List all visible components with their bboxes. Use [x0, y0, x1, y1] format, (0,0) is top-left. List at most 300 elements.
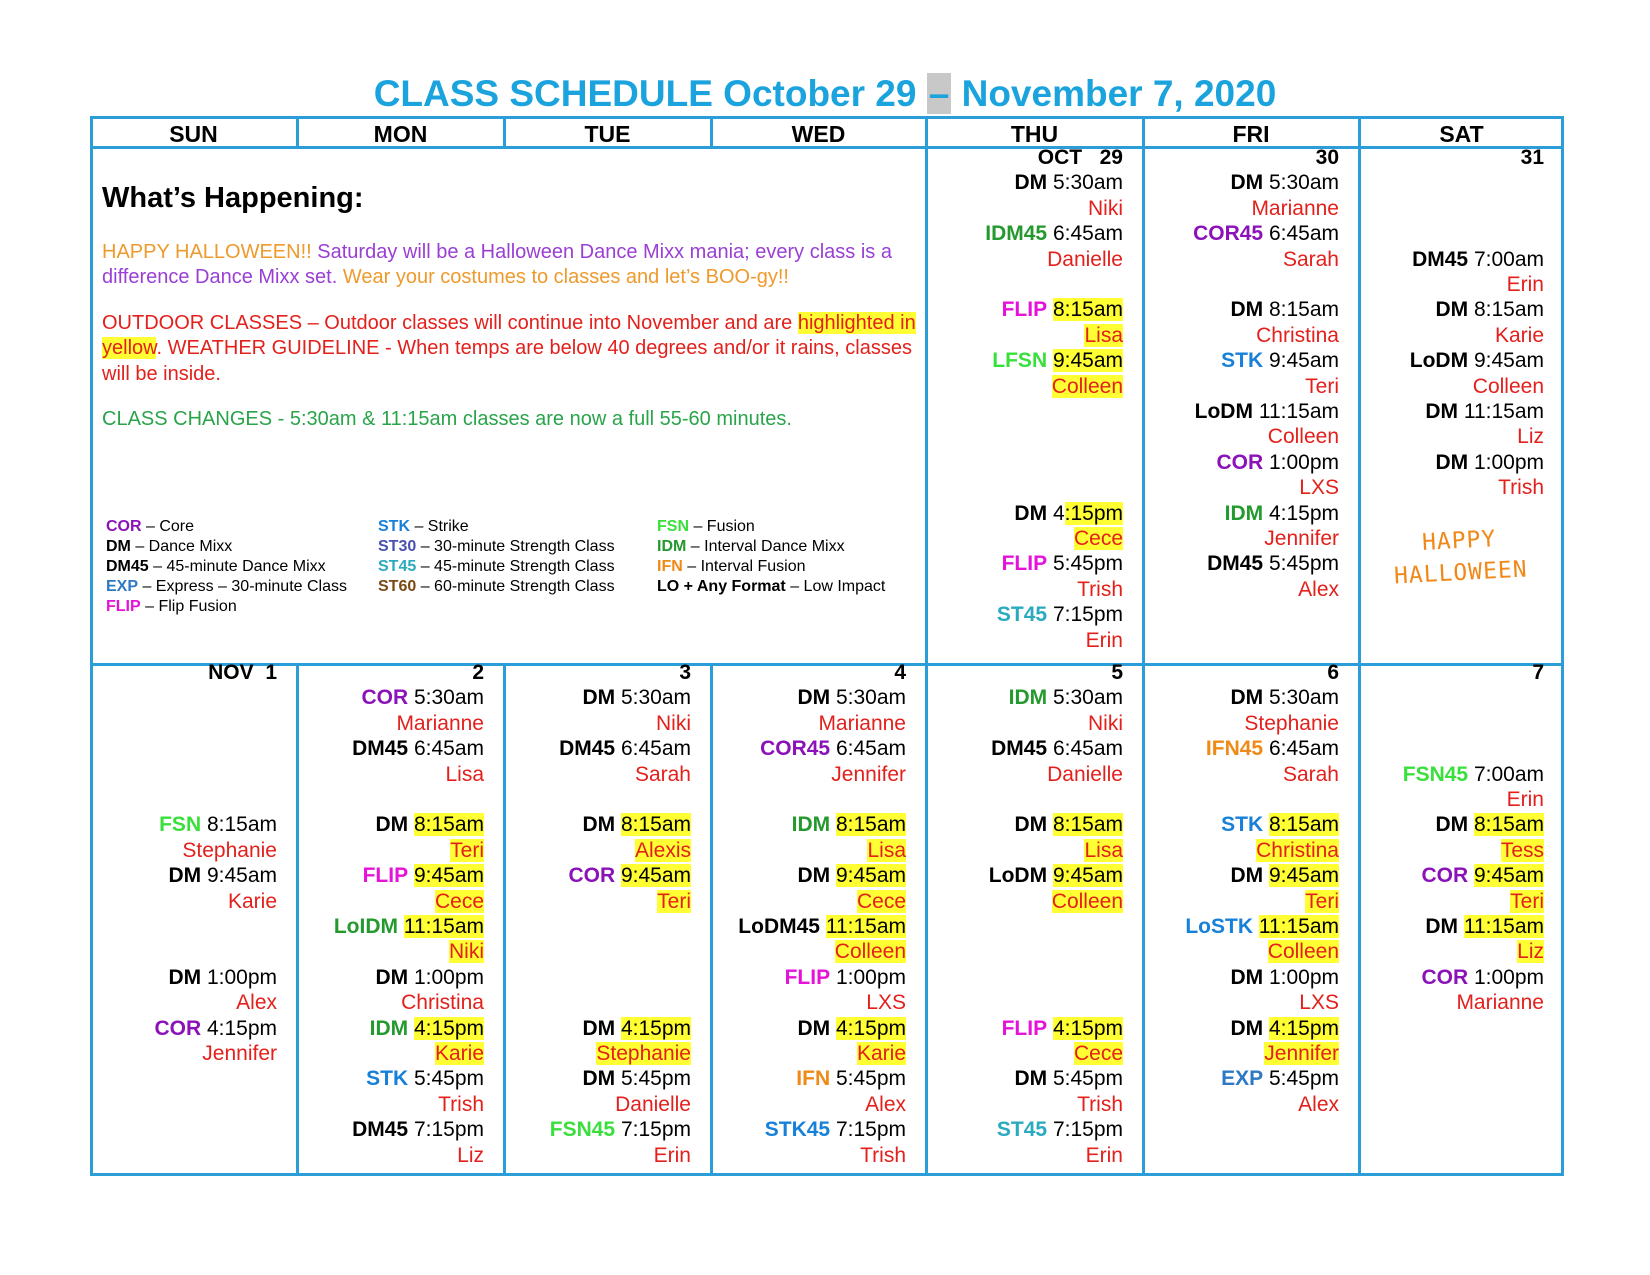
instructor-name: LXS: [1299, 991, 1339, 1015]
day-cell-wed: [719, 660, 906, 1168]
instructor-row: [305, 711, 484, 736]
instructor-row: [719, 1092, 906, 1117]
class-code: DM: [1230, 171, 1264, 195]
instructor-row: [1367, 272, 1544, 297]
class-code: DM: [582, 813, 616, 837]
spacer: [98, 914, 277, 939]
week2-column-divider: [710, 663, 713, 1176]
class-entry: [305, 863, 484, 888]
spacer: [98, 939, 277, 964]
date-label: 7: [1532, 661, 1544, 684]
class-time: :15pm: [1064, 501, 1123, 525]
class-entry: [305, 685, 484, 710]
date-label: 2: [472, 661, 484, 684]
spacer: [934, 399, 1123, 424]
class-code: DM: [582, 1016, 616, 1040]
date-label: 5: [1111, 661, 1123, 684]
legend-code: DM45: [106, 558, 149, 575]
instructor-name: Christina: [1256, 323, 1339, 347]
legend-item: [378, 517, 615, 537]
instructor-row: [719, 762, 906, 787]
outdoor-note-a: OUTDOOR CLASSES – Outdoor classes will continue into November and are: [102, 311, 798, 334]
class-time: 11:15am: [825, 915, 906, 939]
day-header-sun: SUN: [169, 121, 218, 147]
instructor-name: Teri: [657, 889, 691, 913]
instructor-row: [512, 1143, 691, 1168]
class-time: 4:15pm: [835, 1016, 906, 1040]
class-time: 5:30am: [1052, 171, 1123, 195]
class-time: 1:00pm: [206, 965, 277, 989]
legend-code: ST45: [378, 558, 417, 575]
class-time: 4:15pm: [206, 1016, 277, 1040]
spacer: [1151, 272, 1339, 297]
class-code: COR: [1421, 864, 1469, 888]
legend-desc: – Low Impact: [785, 578, 886, 595]
instructor-name: Niki: [1088, 711, 1123, 735]
class-time: 5:30am: [1052, 686, 1123, 710]
class-time: 1:00pm: [835, 965, 906, 989]
class-time: 6:45am: [413, 737, 484, 761]
class-code: DM: [1230, 298, 1264, 322]
week2-column-divider: [503, 663, 506, 1176]
spacer: [512, 939, 691, 964]
class-time: 9:45am: [1473, 349, 1544, 373]
instructor-row: [1151, 889, 1339, 914]
halloween-note-b: Saturday will be a Halloween Dance Mixx mania; every class is a difference Dance Mixx set.: [102, 241, 892, 289]
class-time: 4:15pm: [1268, 501, 1339, 525]
instructor-row: [98, 1041, 277, 1066]
class-entry: [934, 551, 1123, 576]
instructor-row: [512, 762, 691, 787]
legend-desc: – 60-minute Strength Class: [416, 578, 615, 595]
spacer: [98, 711, 277, 736]
spacer: [719, 787, 906, 812]
class-code: COR: [1216, 450, 1264, 474]
instructor-name: Liz: [1517, 940, 1544, 964]
instructor-name: Jennifer: [1264, 527, 1339, 551]
class-entry: [1367, 297, 1544, 322]
class-code: DM: [1435, 450, 1469, 474]
class-code: DM: [1014, 171, 1048, 195]
spacer: [98, 762, 277, 787]
instructor-row: [512, 1092, 691, 1117]
class-time: 5:30am: [620, 686, 691, 710]
legend-item: [657, 537, 885, 557]
day-cell-fri: [1151, 145, 1339, 602]
instructor-row: [1367, 424, 1544, 449]
legend-code: STK: [378, 518, 410, 535]
spacer: [98, 736, 277, 761]
instructor-name: Colleen: [1051, 889, 1123, 913]
instructor-name: Erin: [1506, 272, 1544, 296]
instructor-row: [1151, 374, 1339, 399]
instructor-row: [719, 939, 906, 964]
instructor-name: Cece: [856, 889, 906, 913]
instructor-name: Alex: [1298, 1092, 1339, 1116]
class-code: DM45: [1207, 552, 1264, 576]
day-header-sat: SAT: [1439, 121, 1484, 147]
spacer: [512, 914, 691, 939]
class-time: 5:30am: [413, 686, 484, 710]
outdoor-note-highlight: highlighted in yellow: [102, 311, 916, 360]
class-time: 9:45am: [413, 864, 484, 888]
instructor-row: [1367, 838, 1544, 863]
instructor-row: [719, 838, 906, 863]
spacer: [934, 450, 1123, 475]
instructor-row: [934, 526, 1123, 551]
class-code: DM45: [352, 1118, 409, 1142]
class-code: COR: [154, 1016, 202, 1040]
instructor-row: [512, 1041, 691, 1066]
instructor-row: [1151, 762, 1339, 787]
class-entry: [1151, 348, 1339, 373]
instructor-row: [1151, 838, 1339, 863]
class-time: 8:15am: [1052, 813, 1123, 837]
class-time: 8:15am: [620, 813, 691, 837]
instructor-row: [1367, 475, 1544, 500]
class-time: 6:45am: [1268, 222, 1339, 246]
class-time: 9:45am: [835, 864, 906, 888]
class-time: 7:15pm: [835, 1118, 906, 1142]
class-time: 8:15am: [413, 813, 484, 837]
class-entry: [1367, 399, 1544, 424]
class-code: DM45: [352, 737, 409, 761]
instructor-row: [512, 838, 691, 863]
class-code: ST45: [996, 1118, 1048, 1142]
legend-item: [378, 537, 615, 557]
class-entry: [1367, 348, 1544, 373]
class-entry: [1151, 297, 1339, 322]
class-entry: [512, 685, 691, 710]
spacer: [1367, 736, 1544, 761]
week1-column-divider: [1358, 146, 1361, 666]
legend-item: [106, 597, 347, 617]
instructor-name: Trish: [438, 1092, 484, 1116]
instructor-name: Niki: [656, 711, 691, 735]
class-time: 7:00am: [1473, 762, 1544, 786]
class-entry: [512, 1117, 691, 1142]
class-code: IFN: [796, 1067, 831, 1091]
class-entry: [1151, 812, 1339, 837]
instructor-name: Erin: [1506, 787, 1544, 811]
class-time: 7:15pm: [1052, 603, 1123, 627]
class-code: FLIP: [1001, 298, 1048, 322]
instructor-row: [719, 889, 906, 914]
class-entry: [305, 965, 484, 990]
class-entry: [1151, 736, 1339, 761]
class-entry: [934, 501, 1123, 526]
instructor-row: [934, 889, 1123, 914]
day-cell-sat: [1367, 660, 1544, 1016]
spacer: [512, 965, 691, 990]
class-time: 5:45pm: [413, 1067, 484, 1091]
date-label: OCT 29: [1037, 146, 1123, 169]
instructor-name: Liz: [1517, 425, 1544, 449]
instructor-name: Teri: [1510, 889, 1544, 913]
class-code: LoDM45: [738, 915, 820, 939]
instructor-name: Alex: [1298, 577, 1339, 601]
spacer: [934, 939, 1123, 964]
class-time: 9:45am: [1473, 864, 1544, 888]
instructor-name: Karie: [227, 889, 277, 913]
spacer: [98, 787, 277, 812]
class-time: 5:45pm: [835, 1067, 906, 1091]
class-entry: [1151, 399, 1339, 424]
instructor-name: Christina: [401, 991, 484, 1015]
class-entry: [719, 685, 906, 710]
class-code: DM45: [559, 737, 616, 761]
instructor-name: Alex: [236, 991, 277, 1015]
day-header-wed: WED: [791, 121, 846, 147]
class-entry: [1367, 247, 1544, 272]
legend-desc: – Express – 30-minute Class: [138, 578, 347, 595]
class-time: 5:30am: [1268, 171, 1339, 195]
legend-column: [106, 517, 347, 617]
class-code: LoDM: [988, 864, 1048, 888]
instructor-name: Cece: [1073, 527, 1123, 551]
class-time: 5:45pm: [1268, 1067, 1339, 1091]
class-code: STK: [1221, 813, 1264, 837]
class-entry: [719, 1016, 906, 1041]
date-label: 4: [894, 661, 906, 684]
class-time: 9:45am: [620, 864, 691, 888]
legend-item: [106, 517, 347, 537]
class-code: STK: [366, 1067, 409, 1091]
class-time: 6:45am: [1268, 737, 1339, 761]
legend-code: COR: [106, 518, 142, 535]
class-code: COR: [1421, 965, 1469, 989]
class-code: COR45: [760, 737, 831, 761]
class-code: FLIP: [362, 864, 409, 888]
class-time: 1:00pm: [1268, 965, 1339, 989]
instructor-row: [1367, 323, 1544, 348]
instructor-row: [1151, 526, 1339, 551]
instructor-row: [1151, 1041, 1339, 1066]
class-code: DM: [1425, 400, 1458, 424]
class-time: 7:00am: [1473, 247, 1544, 271]
class-time: 7:15pm: [1052, 1118, 1123, 1142]
class-time: 8:15am: [1268, 813, 1339, 837]
class-entry: [98, 1016, 277, 1041]
legend-code: IDM: [657, 538, 687, 555]
class-entry: [1151, 914, 1339, 939]
instructor-row: [934, 323, 1123, 348]
class-entry: [1151, 965, 1339, 990]
instructor-name: Colleen: [1267, 425, 1339, 449]
class-time: 9:45am: [1052, 349, 1123, 373]
instructor-row: [98, 838, 277, 863]
class-code: IDM: [1224, 501, 1264, 525]
instructor-row: [934, 577, 1123, 602]
date-label: 3: [679, 661, 691, 684]
class-code: IDM: [791, 813, 831, 837]
class-time: 1:00pm: [1473, 450, 1544, 474]
week2-column-divider: [1142, 663, 1145, 1176]
instructor-name: Trish: [860, 1143, 906, 1167]
instructor-name: Marianne: [396, 711, 484, 735]
class-entry: [305, 914, 484, 939]
instructor-name: Sarah: [634, 762, 691, 786]
class-entry: [1367, 965, 1544, 990]
instructor-row: [934, 838, 1123, 863]
legend-code: LO + Any Format: [657, 578, 786, 595]
class-entry: [934, 1066, 1123, 1091]
date-label: 6: [1327, 661, 1339, 684]
legend-item: [106, 577, 347, 597]
class-entry: [934, 602, 1123, 627]
instructor-row: [1151, 990, 1339, 1015]
class-code: DM: [375, 965, 409, 989]
legend-desc: – Dance Mixx: [130, 538, 233, 555]
legend-column: [657, 517, 885, 597]
class-code: LFSN: [992, 349, 1048, 373]
week2-column-divider: [925, 663, 928, 1176]
day-cell-sun: [98, 660, 277, 1066]
spacer: [934, 424, 1123, 449]
instructor-row: [1367, 939, 1544, 964]
class-code: STK: [1221, 349, 1264, 373]
instructor-row: [934, 374, 1123, 399]
class-entry: [1151, 863, 1339, 888]
class-code: DM: [1230, 864, 1264, 888]
instructor-name: Liz: [457, 1143, 484, 1167]
class-code: DM45: [1412, 247, 1469, 271]
class-entry: [98, 863, 277, 888]
class-time: 6:45am: [835, 737, 906, 761]
class-entry: [1151, 1066, 1339, 1091]
day-cell-thu: [934, 145, 1123, 653]
class-time: 7:15pm: [620, 1118, 691, 1142]
class-time: 7:15pm: [413, 1118, 484, 1142]
day-header-fri: FRI: [1232, 121, 1270, 147]
legend-code: ST60: [378, 578, 417, 595]
class-entry: [512, 812, 691, 837]
spacer: [1367, 196, 1544, 221]
class-changes-note: CLASS CHANGES - 5:30am & 11:15am classes are now a full 55-60 minutes.: [102, 408, 792, 431]
class-time: 5:30am: [835, 686, 906, 710]
legend-item: [106, 537, 347, 557]
spacer: [934, 475, 1123, 500]
class-code: LoDM: [1194, 400, 1253, 424]
spacer: [934, 990, 1123, 1015]
class-time: 6:45am: [620, 737, 691, 761]
week2-column-divider: [296, 663, 299, 1176]
class-time: 5:45pm: [620, 1067, 691, 1091]
class-time: 9:45am: [1052, 864, 1123, 888]
instructor-row: [305, 762, 484, 787]
class-code: DM: [797, 864, 831, 888]
day-cell-fri: [1151, 660, 1339, 1117]
spacer: [1367, 170, 1544, 195]
instructor-name: Sarah: [1282, 247, 1339, 271]
legend-item: [657, 517, 885, 537]
instructor-row: [98, 990, 277, 1015]
instructor-name: Lisa: [867, 838, 906, 862]
instructor-row: [305, 990, 484, 1015]
class-entry: [512, 1016, 691, 1041]
class-time: 11:15am: [403, 915, 484, 939]
class-entry: [934, 170, 1123, 195]
class-time: 1:00pm: [413, 965, 484, 989]
instructor-row: [934, 711, 1123, 736]
instructor-row: [305, 1143, 484, 1168]
class-time: 4:15pm: [620, 1016, 691, 1040]
class-entry: [1151, 685, 1339, 710]
class-code: DM: [168, 965, 202, 989]
legend-item: [106, 557, 347, 577]
class-time: 11:15am: [1258, 400, 1339, 424]
class-code: DM: [797, 686, 831, 710]
legend-column: [378, 517, 615, 597]
class-entry: [512, 863, 691, 888]
class-code: DM: [582, 686, 616, 710]
class-code: IFN45: [1205, 737, 1264, 761]
instructor-name: Erin: [653, 1143, 691, 1167]
day-header-thu: THU: [1010, 121, 1059, 147]
class-code: DM: [582, 1067, 616, 1091]
class-code: EXP: [1221, 1067, 1264, 1091]
class-entry: [98, 965, 277, 990]
class-entry: [719, 812, 906, 837]
spacer: [934, 787, 1123, 812]
class-entry: [934, 297, 1123, 322]
instructor-row: [934, 1143, 1123, 1168]
instructor-row: [934, 247, 1123, 272]
class-entry: [305, 812, 484, 837]
instructor-name: Lisa: [1084, 323, 1123, 347]
class-entry: [934, 221, 1123, 246]
instructor-name: Colleen: [834, 940, 906, 964]
instructor-row: [1151, 475, 1339, 500]
instructor-row: [1151, 939, 1339, 964]
spacer: [1367, 221, 1544, 246]
legend-code: ST30: [378, 538, 417, 555]
instructor-name: Trish: [1498, 476, 1544, 500]
instructor-name: Lisa: [445, 762, 484, 786]
class-time: 1:00pm: [1473, 965, 1544, 989]
instructor-name: Stephanie: [182, 838, 277, 862]
class-time: 4:15pm: [413, 1016, 484, 1040]
class-code: IDM: [369, 1016, 409, 1040]
instructor-row: [1151, 196, 1339, 221]
class-entry: [512, 1066, 691, 1091]
class-entry: [1151, 170, 1339, 195]
instructor-row: [719, 1041, 906, 1066]
legend-desc: – Fusion: [689, 518, 755, 535]
class-entry: [719, 863, 906, 888]
class-time: 8:15am: [1268, 298, 1339, 322]
class-entry: [305, 1066, 484, 1091]
instructor-row: [1367, 787, 1544, 812]
class-time: 8:15am: [1052, 298, 1123, 322]
legend-code: FLIP: [106, 598, 141, 615]
spacer: [305, 787, 484, 812]
spacer: [1367, 711, 1544, 736]
class-entry: [719, 965, 906, 990]
class-entry: [305, 1016, 484, 1041]
class-time: 5:45pm: [1052, 552, 1123, 576]
class-entry: [1151, 450, 1339, 475]
spacer: [1151, 787, 1339, 812]
class-entry: [1151, 551, 1339, 576]
class-code: LoIDM: [333, 915, 398, 939]
class-time: 11:15am: [1463, 915, 1544, 939]
instructor-name: Marianne: [1251, 196, 1339, 220]
class-code: DM: [1425, 915, 1458, 939]
instructor-name: Colleen: [1267, 940, 1339, 964]
instructor-row: [1151, 323, 1339, 348]
instructor-row: [1151, 711, 1339, 736]
